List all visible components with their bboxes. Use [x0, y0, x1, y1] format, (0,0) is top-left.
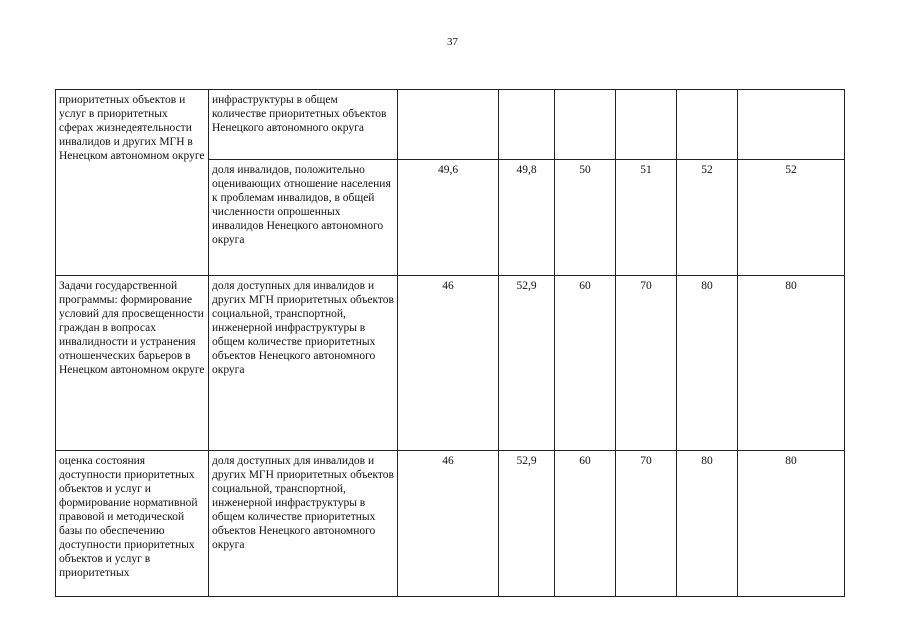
- value-cell: 52,9: [499, 276, 555, 451]
- value-cell: 80: [677, 451, 738, 597]
- value-cell: 80: [738, 451, 845, 597]
- goal-cell: Задачи государственной программы: формирование условий для просвещенности граждан в вопросах инвалидности и устранения отношенческих барьеров в Ненецком автономном округе: [56, 276, 209, 451]
- table-row: [56, 90, 845, 160]
- value-cell: [738, 90, 845, 160]
- value-cell: 49,8: [499, 160, 555, 276]
- indicator-cell: доля инвалидов, положительно оценивающих отношение населения к проблемам инвалидов, в общей численности опрошенных инвалидов Ненецкого автономного округа: [209, 160, 398, 276]
- page-number: 37: [447, 36, 458, 48]
- table-row: [56, 451, 845, 597]
- value-cell: 52: [677, 160, 738, 276]
- value-cell: [555, 90, 616, 160]
- value-cell: 51: [616, 160, 677, 276]
- goal-cell: приоритетных объектов и услуг в приоритетных сферах жизнедеятельности инвалидов и других МГН в Ненецком автономном округе: [56, 90, 209, 276]
- value-cell: 60: [555, 276, 616, 451]
- value-cell: 52: [738, 160, 845, 276]
- indicator-cell: доля доступных для инвалидов и других МГН приоритетных объектов социальной, транспортной, инженерной инфраструктуры в общем количестве приоритетных объектов Ненецкого автономного округа: [209, 276, 398, 451]
- value-cell: 80: [677, 276, 738, 451]
- value-cell: [499, 90, 555, 160]
- indicator-cell: доля доступных для инвалидов и других МГН приоритетных объектов социальной, транспортной, инженерной инфраструктуры в общем количестве приоритетных объектов Ненецкого автономного округа: [209, 451, 398, 597]
- value-cell: 46: [398, 276, 499, 451]
- table-row: [56, 276, 845, 451]
- value-cell: 46: [398, 451, 499, 597]
- value-cell: 52,9: [499, 451, 555, 597]
- value-cell: 49,6: [398, 160, 499, 276]
- value-cell: 50: [555, 160, 616, 276]
- indicator-cell: инфраструктуры в общем количестве приоритетных объектов Ненецкого автономного округа: [209, 90, 398, 160]
- value-cell: 70: [616, 276, 677, 451]
- indicators-table: [55, 89, 845, 597]
- value-cell: [677, 90, 738, 160]
- goal-cell: оценка состояния доступности приоритетных объектов и услуг и формирование нормативной правовой и методической базы по обеспечению доступности приоритетных объектов и услуг в приоритетных: [56, 451, 209, 597]
- value-cell: 60: [555, 451, 616, 597]
- value-cell: [616, 90, 677, 160]
- value-cell: [398, 90, 499, 160]
- value-cell: 70: [616, 451, 677, 597]
- value-cell: 80: [738, 276, 845, 451]
